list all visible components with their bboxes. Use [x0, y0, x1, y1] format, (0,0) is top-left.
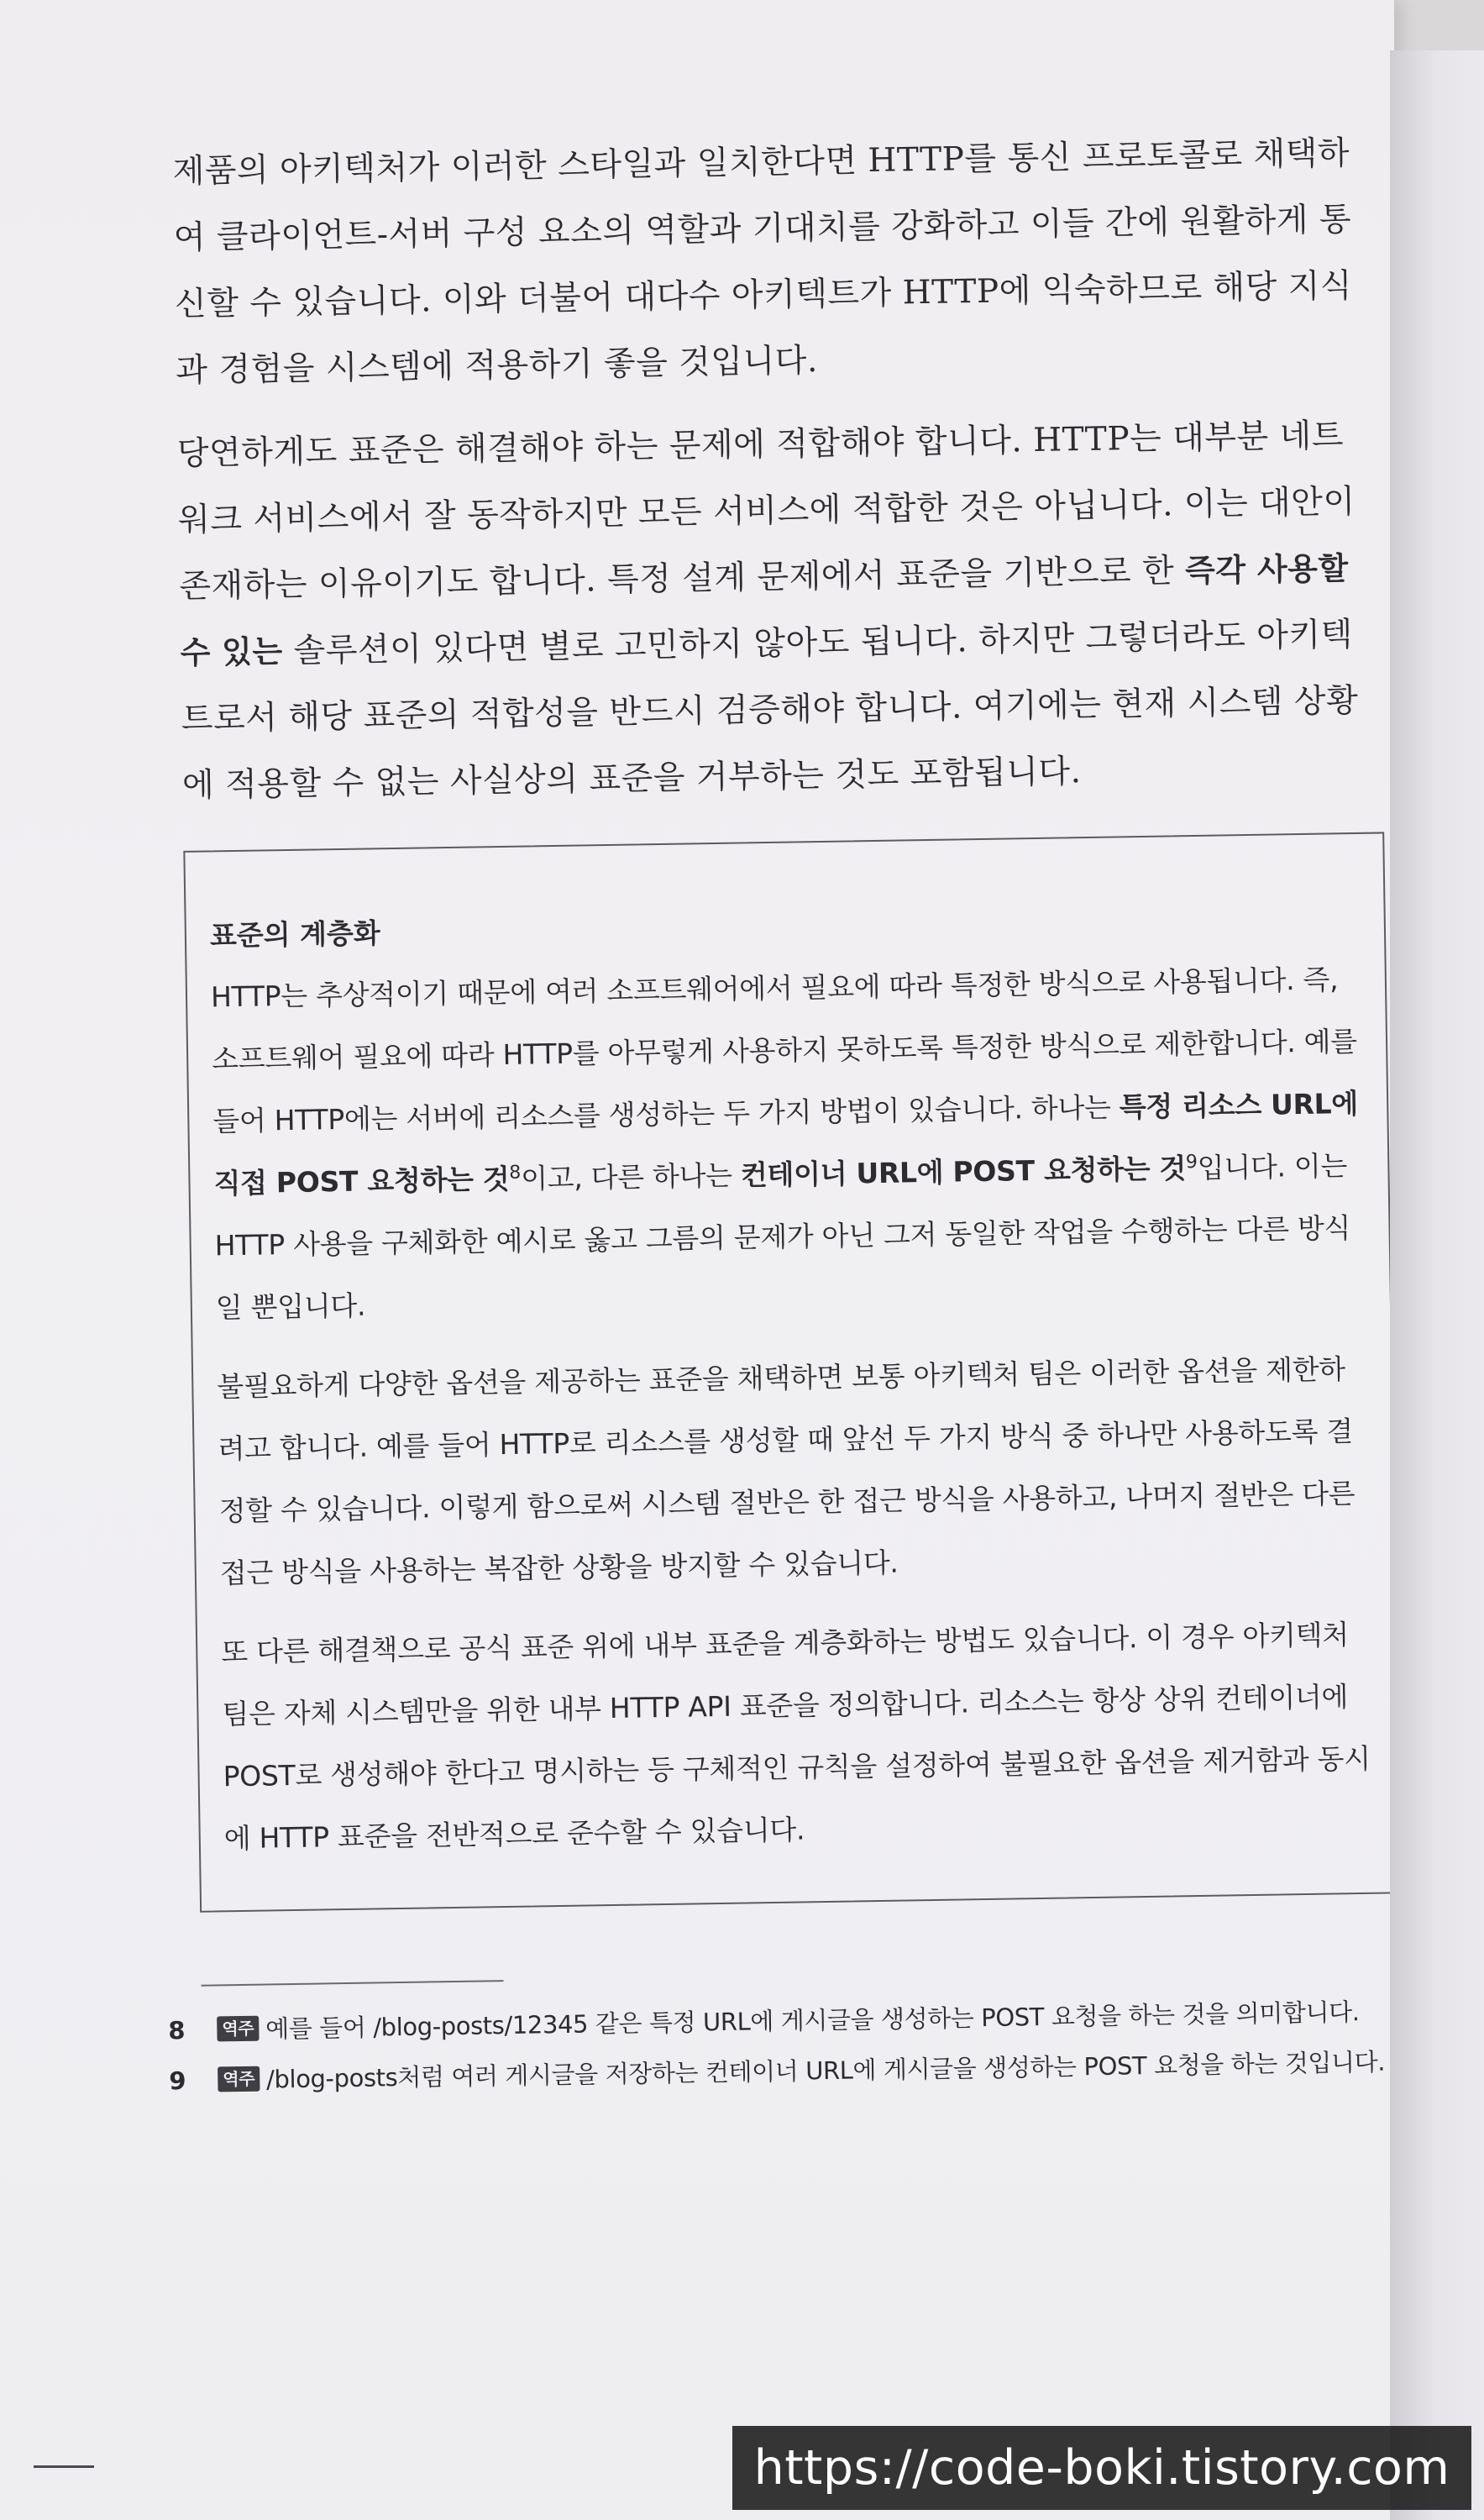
body-paragraph-1-text: 제품의 아키텍처가 이러한 스타일과 일치한다면 HTTP를 통신 프로토콜로 채택하여 클라이언트-서버 구성 요소의 역할과 기대치를 강화하고 이들 간에 원활하게 통신할 수 있습니다. 이와 더불어 대다수 아키텍트가 HTTP에 익숙하므로 해당 지식과 경험을 시스템에 적용하기 좋을 것입니다. [172, 134, 1353, 390]
sidebar-box-title: 표준의 계층화 [209, 916, 380, 953]
page-content [168, 120, 1386, 2109]
watermark-url: https://code-boki.tistory.com [732, 2426, 1471, 2510]
sidebar-paragraph-3: 또 다른 해결책으로 공식 표준 위에 내부 표준을 계층화하는 방법도 있습니다. 이 경우 아키텍처 팀은 자체 시스템만을 위한 내부 HTTP API 표준을 정의합니다. 리소스는 항상 상위 컨테이너에 POST로 생성해야 한다고 명시하는 등 구체적인 규칙을 설정하여 불필요한 옵션을 제거함과 동시에 HTTP 표준을 전반적으로 준수할 수 있습니다. [221, 1618, 1371, 1856]
page-bottom-rule [34, 2465, 94, 2468]
sidebar-p1-text-a: HTTP는 추상적이기 때문에 여러 소프트웨어에서 필요에 따라 특정한 방식으로 사용됩니다. 즉, 소프트웨어 필요에 따라 HTTP를 아무렇게 사용하지 못하도록 특정한 방식으로 제한합니다. 예를 들어 HTTP에는 서버에 리소스를 생성하는 두 가지 방법이 있습니다. 하나는 [210, 963, 1358, 1138]
body-paragraph-2 [176, 402, 1362, 819]
footnotes-section [168, 1980, 1386, 2103]
emphasis-ready-to-use: 즉각 사용할 수 있는 [180, 550, 1349, 671]
sidebar-p1-text-c: 이고, 다른 하나는 [520, 1158, 742, 1195]
translator-note-badge: 역주 [218, 2066, 260, 2092]
footnote-text: /blog-posts처럼 여러 게시글을 저장하는 컨테이너 URL에 게시글을 생성하는 POST 요청을 하는 것입니다. [265, 2047, 1386, 2094]
footnote-number: 9 [169, 2066, 186, 2096]
translator-note-badge: 역주 [217, 2016, 259, 2042]
body-paragraph-2-text-start: 당연하게도 표준은 해결해야 하는 문제에 적합해야 합니다. HTTP는 대부분 네트워크 서비스에서 잘 동작하지만 모든 서비스에 적합한 것은 아닙니다. 이는 대안이 존재하는 이유이기도 합니다. 특정 설계 문제에서 표준을 기반으로 한 [176, 417, 1356, 606]
next-page-edge [1390, 50, 1484, 2520]
footnote-ref-8[interactable]: 8 [509, 1162, 522, 1184]
body-paragraph-1 [172, 120, 1356, 404]
footnote-text: 예를 들어 /blog-posts/12345 같은 특정 URL에 게시글을 생성하는 POST 요청을 하는 것을 의미합니다. [265, 1998, 1360, 2044]
body-paragraph-2-text-end: 솔루션이 있다면 별로 고민하지 않아도 됩니다. 하지만 그렇더라도 아키텍트로서 해당 표준의 적합성을 반드시 검증해야 합니다. 여기에는 현재 시스템 상황에 적용할 수 없는 사실상의 표준을 거부하는 것도 포함됩니다. [181, 615, 1359, 805]
sidebar-p1-bold-1: 특정 리소스 URL에 직접 POST 요청하는 것 [213, 1086, 1359, 1200]
footnote-ref-9[interactable]: 9 [1185, 1151, 1198, 1173]
sidebar-paragraph-2: 불필요하게 다양한 옵션을 제공하는 표준을 채택하면 보통 아키텍처 팀은 이러한 옵션을 제한하려고 합니다. 예를 들어 HTTP로 리소스를 생성할 때 앞선 두 가지 방식 중 하나만 사용하도록 결정할 수 있습니다. 이렇게 함으로써 시스템 절반은 한 접근 방식을 사용하고, 나머지 절반은 다른 접근 방식을 사용하는 복잡한 상황을 방지할 수 있습니다. [217, 1352, 1356, 1590]
sidebar-paragraph-1 [210, 948, 1366, 1339]
sidebar-p1-text-d: 입니다. 이는 HTTP 사용을 구체화한 예시로 옳고 그름의 문제가 아닌 그저 동일한 작업을 수행하는 다른 방식일 뿐입니다. [214, 1149, 1351, 1325]
footnote-number: 8 [168, 2016, 186, 2045]
sidebar-p1-bold-2: 컨테이너 URL에 POST 요청하는 것 [740, 1152, 1187, 1192]
sidebar-box [183, 832, 1401, 1912]
